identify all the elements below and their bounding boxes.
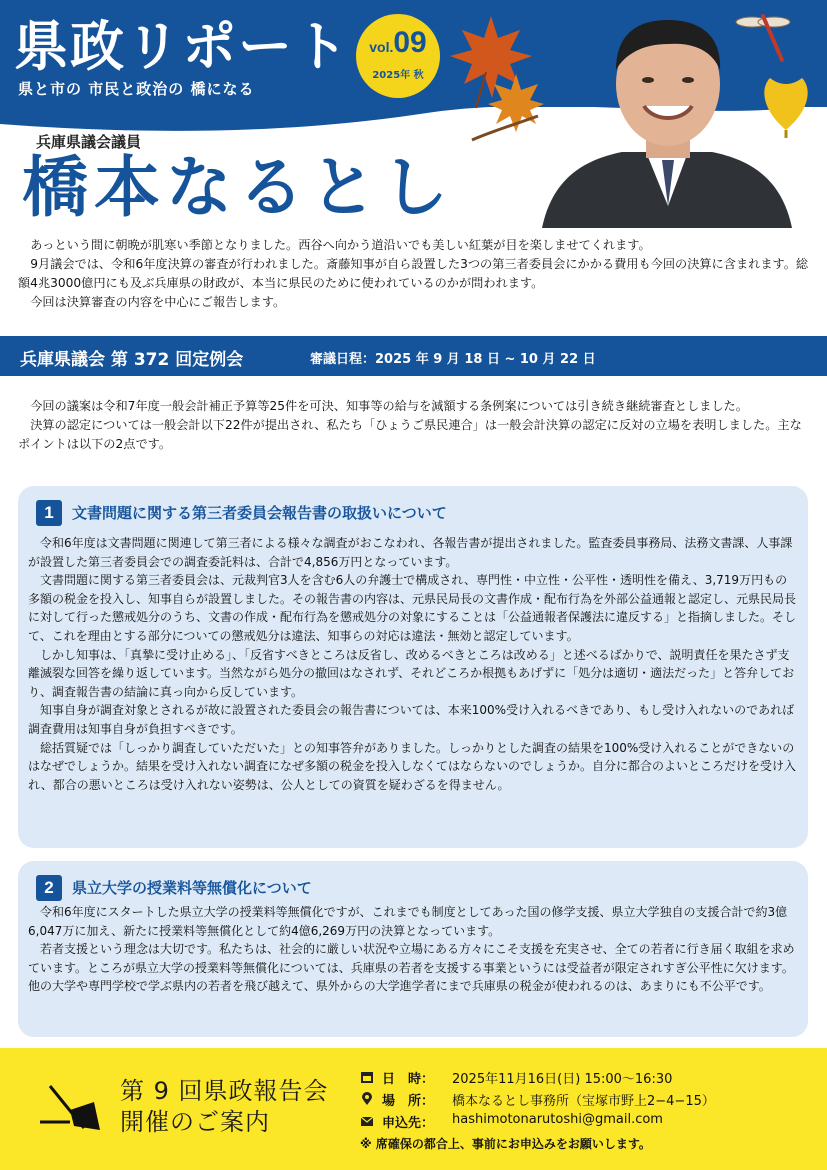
volume-prefix: vol. — [369, 39, 394, 55]
section-paragraph: 令和6年度は文書問題に関連して第三者による様々な調査がおこなわれ、各報告書が提出されました。監査委員事務局、法務文書課、人事課が設置した第三者委員会での調査委託料は、合計で4,856万円となっています。 — [28, 536, 793, 569]
section-paragraph: 知事自身が調査対象とされるが故に設置された委員会の報告書については、本来100%受け入れるべきであり、もし受け入れないのであれば調査費用は知事自身が負担すべきです。 — [28, 703, 795, 736]
session-banner — [0, 336, 827, 376]
date-value: 2025年11月16日(日) 15:00〜16:30 — [452, 1072, 673, 1087]
member-role: 兵庫県議会議員 — [36, 133, 142, 151]
volume-year: 2025年 秋 — [372, 70, 424, 81]
contact-email-link[interactable]: hashimotonarutoshi@gmail.com — [452, 1112, 663, 1127]
event-contact-row — [360, 1112, 820, 1132]
section-body — [28, 903, 798, 996]
section-number: 1 — [36, 500, 62, 526]
megaphone-icon — [40, 1080, 102, 1136]
member-portrait — [542, 10, 792, 228]
session-title: 兵庫県議会 第 372 回定例会 — [20, 350, 244, 370]
member-name: 橋本なるとし — [22, 149, 454, 226]
session-dates: 審議日程：2025 年 9 月 18 日 ~ 10 月 22 日 — [310, 352, 596, 367]
footer-title-line2: 開催のご案内 — [120, 1108, 270, 1136]
section-paragraph: 総括質疑では「しっかり調査していただいた」との知事答弁がありました。しっかりとした調査の結果を100%受け入れることができないのはなぜでしょうか。結果を受け入れない調査になぜ多額の税金を投入しなくてはならないのでしょうか。自分に都合のよいところだけを受け入れ、都合の悪いところは受け入れない姿勢は、公人としての資質を疑わざるを得ません。 — [28, 740, 797, 792]
section-paragraph: 令和6年度にスタートした県立大学の授業料等無償化ですが、これまでも制度としてあった国の修学支援、県立大学独自の支援合計で約3億6,047万に加え、新たに授業料等無償化として約4億6,269万円の決算となっています。 — [28, 905, 788, 938]
section-university-tuition — [18, 861, 808, 1037]
footer-title — [120, 1076, 329, 1138]
branch-icon — [470, 112, 540, 142]
place-value: 橋本なるとし事務所（宝塚市野上2−4−15） — [452, 1094, 715, 1109]
volume-badge — [356, 14, 440, 98]
section-document-issue — [18, 486, 808, 848]
mail-icon — [360, 1114, 374, 1128]
section-paragraph: 文書問題に関する第三者委員会は、元裁判官3人を含む6人の弁護士で構成され、専門性・中立性・公平性・透明性を備え、3,719万円もの多額の税金を投入し、知事自らが設置しました。その報告書の内容は、元県民局長の文書作成・配布行為を外部公益通報と認定し、元県民局長に対して行った懲戒処分のうち、文書の作成・配布行為を懲戒処分の対象にすることは「公益通報者保護法に違反する」と指摘しました。そして、これを理由とする部分についての懲戒処分は違法、知事らの対応は違法・無効と認定しています。 — [28, 573, 797, 643]
place-label: 場 所： — [382, 1094, 435, 1109]
intro-text — [18, 236, 810, 312]
summary-paragraph: 今回の議案は令和7年度一般会計補正予算等25件を可決、知事等の給与を減額する条例案については引き続き継続審査としました。 — [30, 399, 748, 413]
date-label: 日 時： — [382, 1072, 435, 1087]
contact-label: 申込先： — [382, 1116, 435, 1131]
section-title: 文書問題に関する第三者委員会報告書の取扱いについて — [72, 504, 447, 522]
calendar-icon — [360, 1070, 374, 1084]
newsletter-title: 県政リポート — [14, 15, 350, 78]
session-summary — [18, 397, 810, 454]
section-title: 県立大学の授業料等無償化について — [72, 879, 312, 897]
section-number: 2 — [36, 875, 62, 901]
newsletter-subtitle: 県と市の 市民と政治の 橋になる — [18, 80, 255, 98]
event-place-row — [360, 1090, 820, 1110]
intro-paragraph: あっという間に朝晩が肌寒い季節となりました。西谷へ向かう道沿いでも美しい紅葉が目を楽しませてくれます。 — [30, 238, 651, 252]
location-pin-icon — [360, 1092, 374, 1106]
event-date-row — [360, 1068, 820, 1088]
volume-number: 09 — [393, 26, 427, 59]
footer-title-line1: 第 9 回県政報告会 — [120, 1077, 329, 1105]
reservation-note: ※ 席確保の都合上、事前にお申込みをお願いします。 — [360, 1137, 651, 1151]
section-paragraph: 若者支援という理念は大切です。私たちは、社会的に厳しい状況や立場にある方々にこそ支援を充実させ、全ての若者に行き届く取組を求めています。ところが県立大学の授業料等無償化については、兵庫県の若者を支援する事業というには受益者が限定されすぎ公平性に欠けます。他の大学や専門学校で学ぶ県内の若者を飛び越えて、県外からの大学進学者にまで兵庫県の税金が使われるのは、あまりにも不公平です。 — [28, 942, 795, 994]
intro-paragraph: 今回は決算審査の内容を中心にご報告します。 — [30, 295, 286, 309]
summary-paragraph: 決算の認定については一般会計以下22件が提出され、私たち「ひょうご県民連合」は一般会計決算の認定に反対の立場を表明しました。主なポイントは以下の2点です。 — [18, 418, 802, 451]
page-header — [0, 0, 827, 228]
section-body — [28, 534, 798, 794]
intro-paragraph: 9月議会では、令和6年度決算の審査が行われました。斎藤知事が自ら設置した3つの第三者委員会にかかる費用も今回の決算に含まれます。総額4兆3000億円にも及ぶ兵庫県の財政が、本当に県民のために使われているのかが問われます。 — [18, 257, 809, 290]
section-paragraph: しかし知事は、「真摯に受け止める」、「反省すべきところは反省し、改めるべきところは改める」と述べるばかりで、説明責任を果たさず支離滅裂な回答を繰り返しています。当然ながら処分の撤回はなされず、それどころか根拠もあげずに「処分は適切・適法だった」と答弁しており、調査報告書の結論に真っ向から反しています。 — [28, 647, 795, 699]
